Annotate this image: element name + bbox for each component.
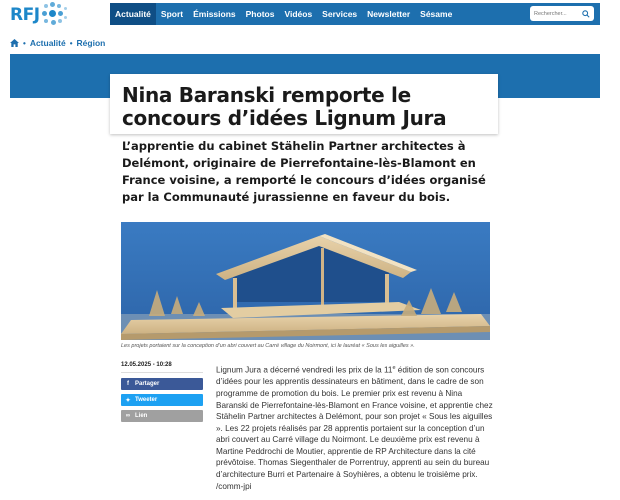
chevron-right-icon: • (23, 38, 26, 48)
breadcrumb (10, 38, 105, 48)
site-header (0, 0, 620, 30)
site-logo[interactable] (10, 4, 70, 26)
main-nav (110, 3, 600, 25)
photo-caption: Les projets portaient sur la conception d’un abri couvert au Carré village du Noirmont, ici le lauréat « Sous les aiguilles ». (121, 343, 415, 349)
share-link-label: Lien (135, 413, 148, 419)
nav-item-newsletter[interactable]: Newsletter (367, 9, 411, 19)
share-facebook-button[interactable] (121, 378, 203, 390)
link-icon: ∞ (125, 413, 131, 419)
search-input[interactable] (534, 11, 580, 17)
twitter-icon: ✦ (125, 397, 131, 404)
ordinal-suffix: e (392, 365, 396, 371)
home-icon[interactable] (10, 39, 19, 47)
publication-date: 12.05.2025 - 10:28 (121, 362, 203, 373)
article-body (216, 363, 494, 492)
body-text-start: Lignum Jura a décerné vendredi les prix de la 11 (216, 365, 393, 375)
nav-item-actualite[interactable]: Actualité (110, 3, 156, 25)
logo-text: RFJ (10, 5, 40, 25)
nav-item-photos[interactable]: Photos (245, 9, 275, 19)
logo-dots-icon (42, 2, 70, 28)
search-icon[interactable] (582, 10, 590, 18)
article-photo (121, 222, 490, 340)
title-card (110, 74, 498, 134)
share-link-button[interactable] (121, 410, 203, 422)
body-text-rest: édition de son concours d’idées pour les apprentis dessinateurs en bâtiment, dans le cadre de son programme de promotion du bois. Le premier prix est revenu à Nina Baranski de Pierrefontaine-lès-Blamont en France voisine, et apprentie chez Stähelin Partner architectes à Delémont, pour son projet « Sous les aiguilles ». Les 22 projets réalisés par 28 apprentis portaient sur la conception d’un abri couvert au Carré village du Noirmont. Le deuxième prix est revenu à Martine Peddrochi de Moutier, apprentie de RP Architecture dans la cité prévôtoise. Thomas Siegenthaler de Porrentruy, apprenti au sein du bureau d’architecture Burri et Partenaire à Soyhières, a obtenu le troisième prix. /comm-jpi (216, 365, 493, 491)
breadcrumb-region[interactable]: Région (76, 38, 106, 48)
nav-item-services[interactable]: Services (322, 9, 358, 19)
model-photo-illustration (121, 222, 490, 340)
article-title: Nina Baranski remporte le concours d’idées Lignum Jura (122, 83, 447, 130)
article-meta (121, 362, 203, 426)
nav-item-sesame[interactable]: Sésame (420, 9, 453, 19)
share-twitter-label: Tweeter (135, 397, 158, 403)
nav-item-videos[interactable]: Vidéos (284, 9, 313, 19)
nav-item-emissions[interactable]: Émissions (193, 9, 236, 19)
share-facebook-label: Partager (135, 381, 160, 387)
nav-item-sport[interactable]: Sport (160, 9, 184, 19)
article-lead: L’apprentie du cabinet Stähelin Partner architectes à Delémont, originaire de Pierrefontaine-lès-Blamont en France voisine, a remporté le concours d’idées organisé par la Communauté jurassienne en faveur du bois. (122, 139, 486, 204)
chevron-right-icon: • (69, 38, 73, 48)
breadcrumb-actualite[interactable]: Actualité (29, 38, 66, 48)
facebook-icon: f (127, 381, 129, 387)
share-twitter-button[interactable] (121, 394, 203, 406)
search-box[interactable] (530, 6, 594, 21)
